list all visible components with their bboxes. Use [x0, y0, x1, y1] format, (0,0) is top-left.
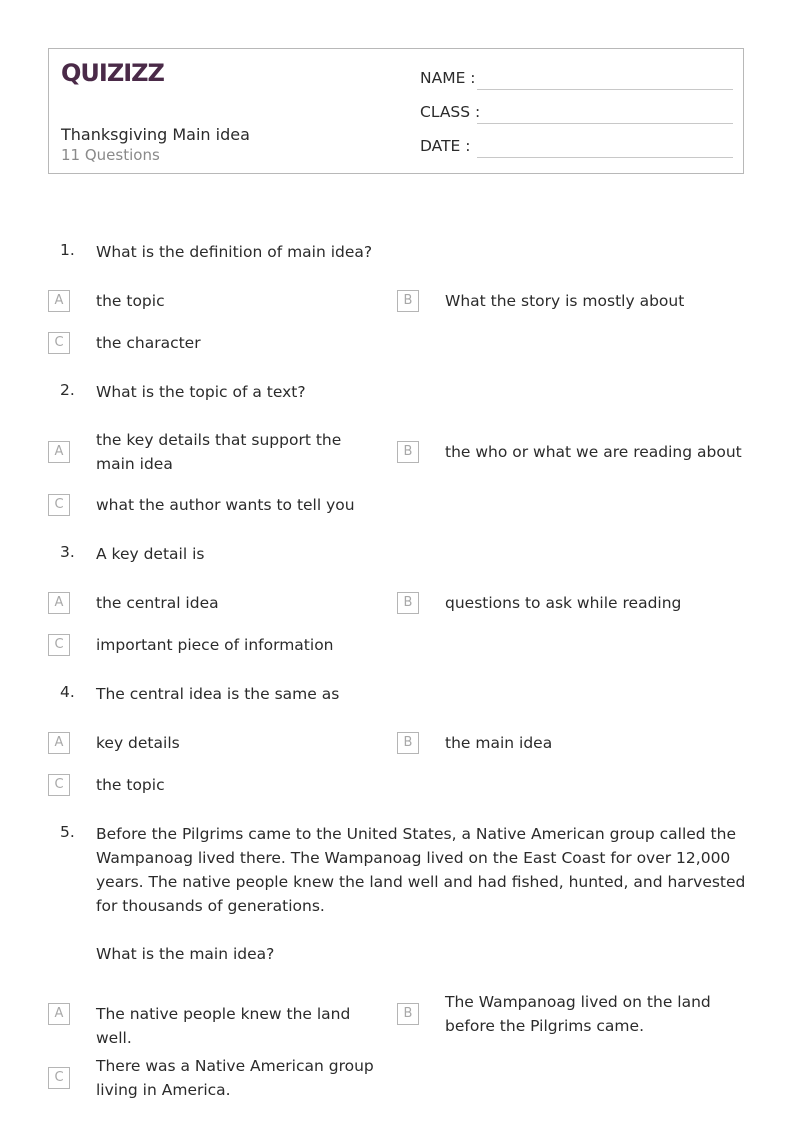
option-letter-b[interactable]: B: [397, 290, 419, 312]
option-letter-a[interactable]: A: [48, 290, 70, 312]
option-letter-c[interactable]: C: [48, 634, 70, 656]
option-a-text: The native people knew the land well.: [96, 1005, 351, 1047]
option-letter-a[interactable]: A: [48, 732, 70, 754]
option-a-text: key details: [96, 734, 180, 752]
question-number: 5.: [60, 823, 75, 841]
quizizz-logo: QUIZIZZ: [61, 59, 164, 87]
option-letter-a[interactable]: A: [48, 1003, 70, 1025]
option-letter-b[interactable]: B: [397, 441, 419, 463]
question-count: 11 Questions: [61, 146, 160, 164]
option-a-text: the central idea: [96, 594, 219, 612]
option-letter-a[interactable]: A: [48, 441, 70, 463]
question-text: The central idea is the same as: [96, 685, 340, 703]
option-c-text: the character: [96, 334, 201, 352]
option-letter-a[interactable]: A: [48, 592, 70, 614]
option-letter-c[interactable]: C: [48, 332, 70, 354]
question-body: [96, 822, 746, 966]
date-field[interactable]: [477, 157, 733, 158]
worksheet-header: [48, 48, 744, 174]
question-text: What is the definition of main idea?: [96, 243, 373, 261]
option-a-text: the topic: [96, 292, 165, 310]
date-label: DATE :: [420, 137, 471, 155]
question-number: 2.: [60, 381, 75, 399]
spacer: [96, 918, 746, 942]
option-a-text: the key details that support the main idea: [96, 431, 342, 473]
class-label: CLASS :: [420, 103, 481, 121]
option-c-text: what the author wants to tell you: [96, 496, 355, 514]
reading-passage: Before the Pilgrims came to the United States, a Native American group called the Wampanoag lived there. The Wampanoag lived on the East Coast for over 12,000 years. The native people knew the land well and had fished, hunted, and harvested for thousands of generations.: [96, 825, 746, 915]
name-label: NAME :: [420, 69, 476, 87]
question-text: A key detail is: [96, 545, 205, 563]
option-c-text: There was a Native American group living in America.: [96, 1057, 374, 1099]
option-b-text: the main idea: [445, 734, 553, 752]
question-text: What is the main idea?: [96, 945, 275, 963]
question-number: 1.: [60, 241, 75, 259]
question-number: 4.: [60, 683, 75, 701]
option-b-text: questions to ask while reading: [445, 594, 682, 612]
question-text: What is the topic of a text?: [96, 383, 306, 401]
option-b-text: The Wampanoag lived on the land before the Pilgrims came.: [445, 993, 711, 1035]
option-letter-b[interactable]: B: [397, 1003, 419, 1025]
worksheet-title: Thanksgiving Main idea: [61, 125, 250, 144]
name-field[interactable]: [477, 89, 733, 90]
option-b-text: What the story is mostly about: [445, 292, 685, 310]
option-b-text: the who or what we are reading about: [445, 443, 742, 461]
option-letter-c[interactable]: C: [48, 774, 70, 796]
option-c-text: the topic: [96, 776, 165, 794]
option-letter-c[interactable]: C: [48, 494, 70, 516]
class-field[interactable]: [477, 123, 733, 124]
option-letter-b[interactable]: B: [397, 732, 419, 754]
option-letter-c[interactable]: C: [48, 1067, 70, 1089]
question-number: 3.: [60, 543, 75, 561]
option-c-text: important piece of information: [96, 636, 334, 654]
option-letter-b[interactable]: B: [397, 592, 419, 614]
